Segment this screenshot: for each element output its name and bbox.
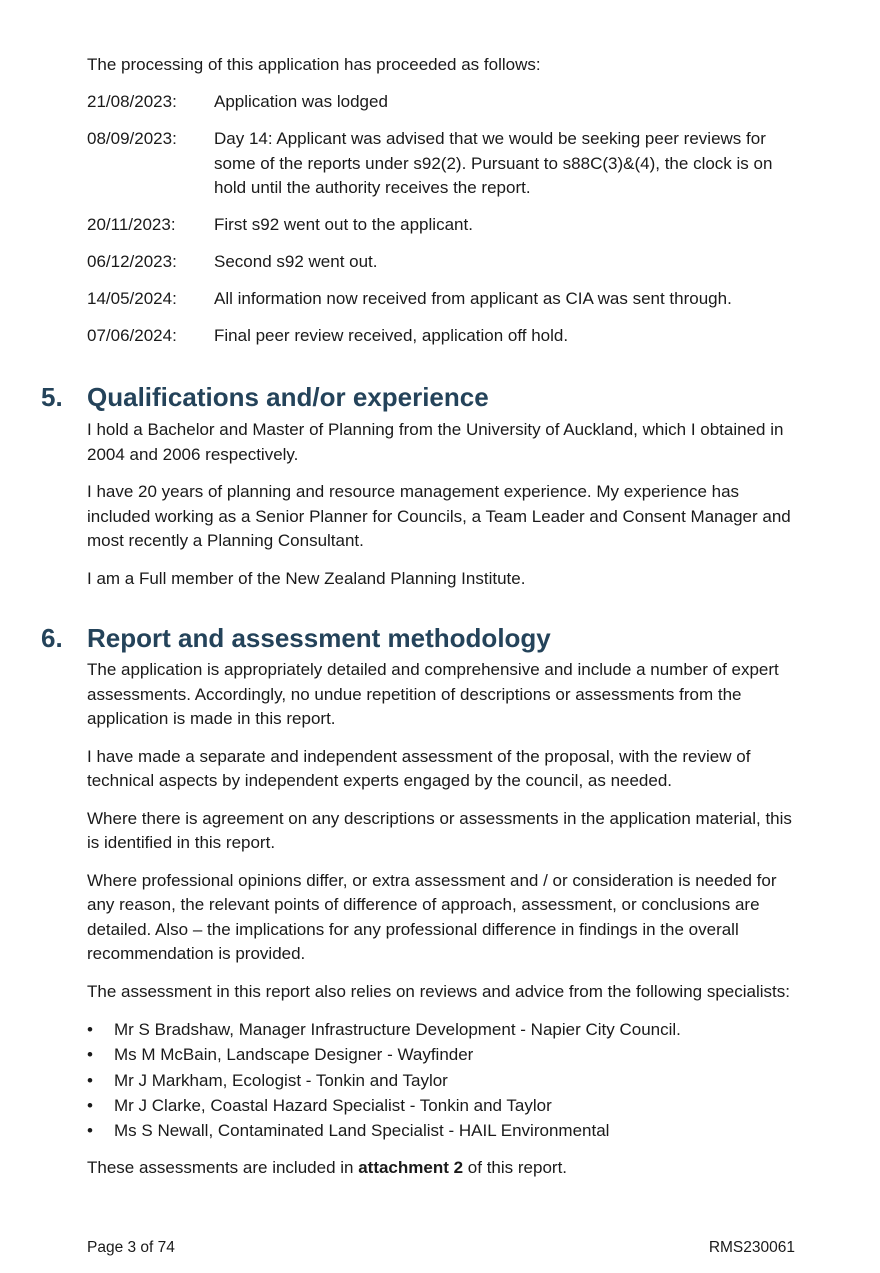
- list-item-text: Ms M McBain, Landscape Designer - Wayfinder: [114, 1045, 474, 1065]
- paragraph: I have made a separate and independent assessment of the proposal, with the review of technical aspects by independent experts engaged by the council, as needed.: [87, 746, 751, 790]
- list-item-text: Ms S Newall, Contaminated Land Specialist - HAIL Environmental: [114, 1121, 610, 1141]
- timeline-text: All information now received from applicant as CIA was sent through.: [214, 289, 732, 308]
- timeline-row: [87, 127, 807, 201]
- closing-paragraph: [87, 1156, 802, 1181]
- specialists-list: [87, 1017, 802, 1143]
- timeline-row: [87, 324, 807, 349]
- bullet: •: [87, 1045, 93, 1065]
- timeline-row: [87, 250, 807, 275]
- paragraph: Where there is agreement on any descriptions or assessments in the application material, this is identified in this report.: [87, 808, 792, 852]
- timeline-row: [87, 213, 807, 238]
- paragraph: I have 20 years of planning and resource management experience. My experience has included working as a Senior Planner for Councils, a Team Leader and Consent Manager and most recently a Planning Consultant.: [87, 482, 791, 550]
- closing-text-before: These assessments are included in: [87, 1158, 359, 1178]
- timeline-text: Final peer review received, application off hold.: [214, 326, 569, 345]
- list-item: [87, 1068, 802, 1093]
- paragraph: The application is appropriately detailed and comprehensive and include a number of expert assessments. Accordingly, no undue repetition of descriptions or assessments from the application is made in this report.: [87, 660, 779, 728]
- bullet: •: [87, 1121, 93, 1141]
- bullet: •: [87, 1070, 93, 1090]
- page-footer: [87, 1236, 795, 1261]
- list-item-text: Mr S Bradshaw, Manager Infrastructure Development - Napier City Council.: [114, 1020, 681, 1039]
- timeline-text: Application was lodged: [214, 92, 388, 111]
- closing-text-after: of this report.: [463, 1158, 568, 1178]
- list-item-text: Mr J Markham, Ecologist - Tonkin and Taylor: [114, 1070, 448, 1090]
- timeline-date: 07/06/2024:: [87, 326, 177, 345]
- section-6-body: [87, 658, 802, 1194]
- page-number: Page 3 of 74: [87, 1239, 175, 1256]
- timeline-row: [87, 287, 807, 312]
- attachment-reference: attachment 2: [358, 1158, 464, 1178]
- section-number: 6.: [41, 623, 63, 653]
- timeline-date: 08/09/2023:: [87, 129, 177, 148]
- timeline-date: 20/11/2023:: [87, 215, 176, 234]
- list-item: [87, 1118, 802, 1143]
- section-number: 5.: [41, 382, 63, 412]
- section-5-heading: [41, 382, 489, 412]
- paragraph: Where professional opinions differ, or extra assessment and / or consideration is needed for any reason, the relevant points of difference of approach, assessment, or conclusions are detailed. Also – the implications for any professional difference in findings in the overall recommendation is provided.: [87, 870, 777, 963]
- section-title: Report and assessment methodology: [87, 623, 551, 653]
- section-5-body: [87, 418, 802, 604]
- document-reference: RMS230061: [708, 1239, 795, 1256]
- list-item: [87, 1042, 802, 1067]
- bullet: •: [87, 1020, 93, 1039]
- processing-timeline: [87, 90, 807, 361]
- bullet: •: [87, 1095, 93, 1115]
- paragraph: I hold a Bachelor and Master of Planning from the University of Auckland, which I obtained in 2004 and 2006 respectively.: [87, 420, 784, 464]
- timeline-date: 06/12/2023:: [87, 252, 177, 271]
- timeline-text: Day 14: Applicant was advised that we would be seeking peer reviews for some of the reports under s92(2). Pursuant to s88C(3)&(4), the clock is on hold until the authority receives the report.: [214, 129, 773, 197]
- timeline-row: [87, 90, 807, 115]
- timeline-intro: The processing of this application has proceeded as follows:: [87, 55, 541, 74]
- timeline-date: 21/08/2023:: [87, 92, 177, 111]
- section-title: Qualifications and/or experience: [87, 382, 489, 412]
- list-item-text: Mr J Clarke, Coastal Hazard Specialist - Tonkin and Taylor: [114, 1095, 552, 1115]
- paragraph: I am a Full member of the New Zealand Planning Institute.: [87, 568, 526, 588]
- section-6-heading: [41, 623, 551, 653]
- list-item: [87, 1093, 802, 1118]
- list-item: [87, 1017, 802, 1042]
- timeline-text: First s92 went out to the applicant.: [214, 215, 473, 234]
- timeline-text: Second s92 went out.: [214, 252, 378, 271]
- timeline-date: 14/05/2024:: [87, 289, 177, 308]
- paragraph: The assessment in this report also relies on reviews and advice from the following specialists:: [87, 981, 790, 1001]
